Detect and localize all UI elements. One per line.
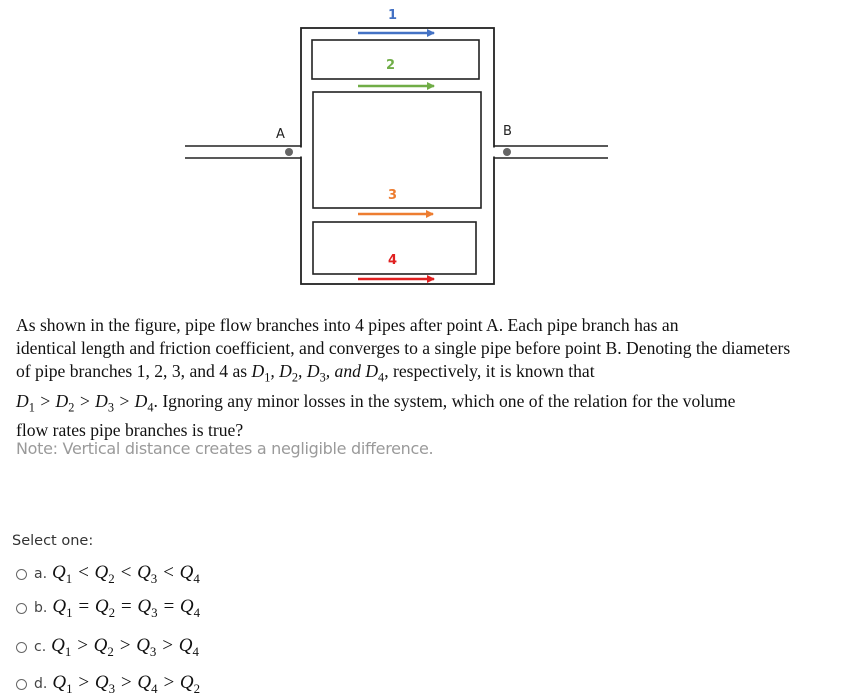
inner-block-top bbox=[312, 40, 479, 79]
outer-pipe-frame bbox=[301, 28, 494, 284]
radio-option-d[interactable] bbox=[16, 679, 27, 690]
select-one-label: Select one: bbox=[12, 533, 94, 549]
question-text bbox=[16, 314, 856, 442]
diameter-inequality: $D_1 > D_2 > D_3 > D_4$ bbox=[16, 390, 154, 415]
option-c[interactable] bbox=[16, 635, 199, 660]
option-d-letter: d. bbox=[34, 676, 48, 693]
option-d-math: $Q_1 > Q_3 > Q_4 > Q_2$ bbox=[52, 672, 201, 696]
option-b-letter: b. bbox=[34, 600, 48, 617]
diameter-list: $D_1$, $D_2$, $D_3$, and $D_4$ bbox=[251, 361, 385, 385]
question-line-4-suffix: . Ignoring any minor losses in the system, which one of the relation for the volume bbox=[153, 390, 736, 411]
option-c-letter: c. bbox=[34, 639, 47, 656]
branch-3-label: 3 bbox=[388, 188, 398, 203]
question-line-3 bbox=[16, 360, 856, 390]
radio-option-a[interactable] bbox=[16, 569, 27, 580]
question-line-5: flow rates pipe branches is true? bbox=[16, 420, 244, 441]
point-b-label: B bbox=[503, 124, 512, 139]
option-c-math: $Q_1 > Q_2 > Q_3 > Q_4$ bbox=[51, 635, 199, 659]
question-line-4 bbox=[16, 390, 856, 420]
radio-option-b[interactable] bbox=[16, 603, 27, 614]
point-a-dot bbox=[285, 148, 293, 156]
question-line-3-prefix: of pipe branches 1, 2, 3, and 4 as bbox=[16, 361, 252, 381]
option-a[interactable] bbox=[16, 562, 200, 587]
option-b-math: $Q_1 = Q_2 = Q_3 = Q_4$ bbox=[52, 596, 201, 620]
branch-4-label: 4 bbox=[388, 253, 398, 268]
option-d[interactable] bbox=[16, 672, 200, 697]
point-b-dot bbox=[503, 148, 511, 156]
option-a-math: $Q_1 < Q_2 < Q_3 < Q_4$ bbox=[52, 562, 200, 586]
radio-option-c[interactable] bbox=[16, 642, 27, 653]
outlet-pipe bbox=[494, 146, 608, 158]
point-a-label: A bbox=[276, 127, 285, 142]
question-line-1: As shown in the figure, pipe flow branches into 4 pipes after point A. Each pipe branch has an bbox=[16, 315, 679, 335]
option-b[interactable] bbox=[16, 596, 200, 621]
question-line-2: identical length and friction coefficient, and converges to a single pipe before point B. Denoting the diameters bbox=[16, 338, 791, 358]
inlet-pipe bbox=[185, 146, 301, 158]
branch-1-label: 1 bbox=[388, 8, 398, 23]
option-a-letter: a. bbox=[34, 566, 48, 583]
question-line-3-suffix: , respectively, it is known that bbox=[384, 361, 595, 381]
note-text: Note: Vertical distance creates a negligible difference. bbox=[16, 439, 434, 458]
pipe-network-diagram bbox=[0, 0, 860, 300]
branch-2-label: 2 bbox=[386, 58, 396, 73]
